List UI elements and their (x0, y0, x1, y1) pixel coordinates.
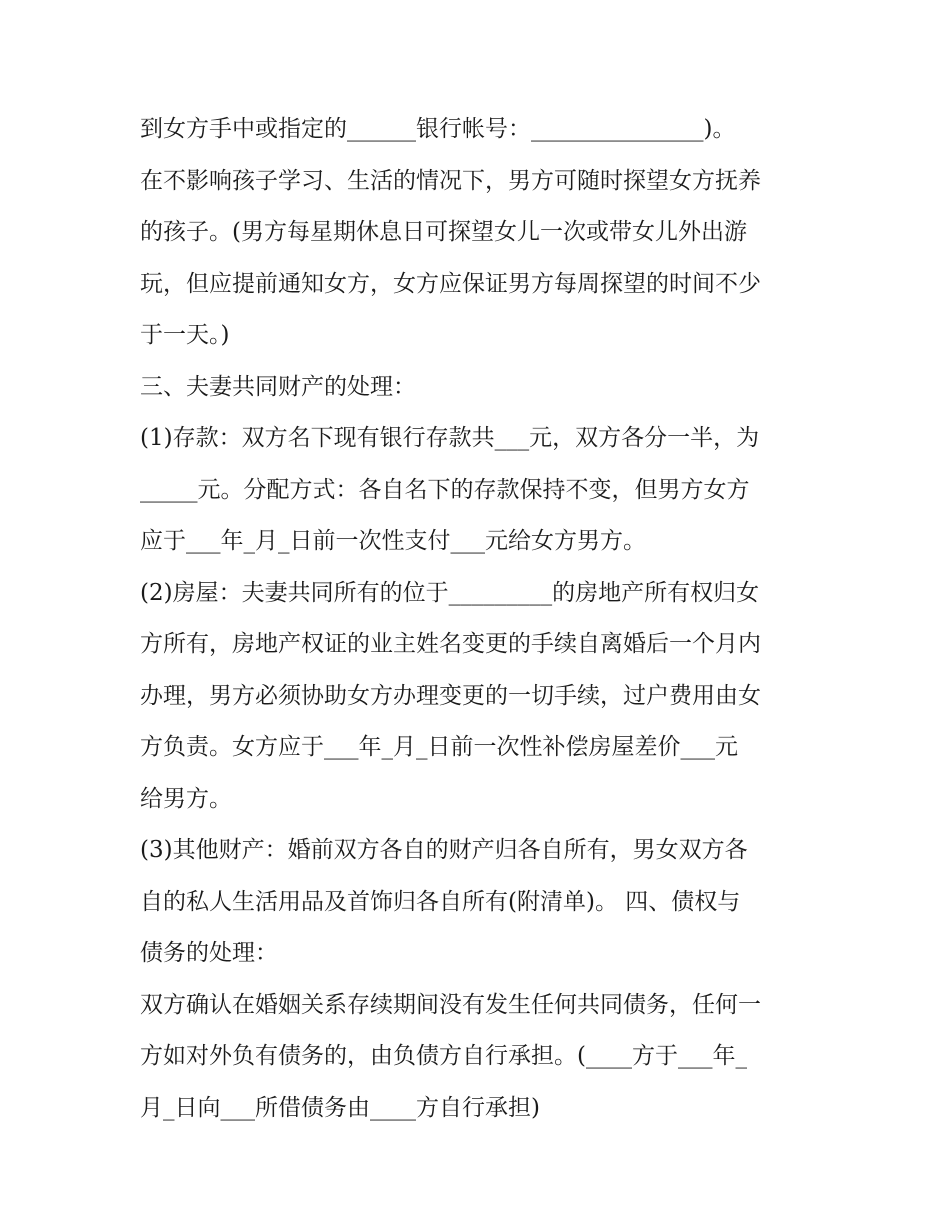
text-line: 玩，但应提前通知女方，女方应保证男方每周探望的时间不少 (140, 270, 761, 297)
text-line: 办理，男方必须协助女方办理变更的一切手续，过户费用由女 (140, 682, 761, 709)
text-line: _____元。分配方式：各自名下的存款保持不变，但男方女方 (140, 476, 750, 503)
text-line: (3)其他财产：婚前双方各自的财产归各自所有，男女双方各 (140, 837, 748, 863)
text-line: 自的私人生活用品及首饰归各自所有(附清单)。 四、债权与 (140, 888, 741, 915)
text-line: 应于___年_月_日前一次性支付___元给女方男方。 (140, 528, 646, 554)
text-line: 于一天。) (140, 322, 230, 348)
text-line: (1)存款：双方名下现有银行存款共___元，双方各分一半，为 (140, 425, 760, 451)
text-line: 月_日向___所借债务由____方自行承担) (140, 1094, 540, 1121)
document-body (140, 104, 820, 1134)
text-line: 方所有，房地产权证的业主姓名变更的手续自离婚后一个月内 (140, 631, 761, 657)
text-line: 债务的处理： (140, 940, 278, 966)
text-line: 到女方手中或指定的______银行帐号：_______________)。 (140, 116, 736, 142)
section-heading: 三、夫妻共同财产的处理： (140, 373, 416, 400)
text-line: 方如对外负有债务的，由负债方自行承担。(____方于___年_ (140, 1043, 747, 1069)
text-line: (2)房屋：夫妻共同所有的位于_________的房地产所有权归女 (140, 579, 760, 606)
text-line: 在不影响孩子学习、生活的情况下，男方可随时探望女方抚养 (140, 167, 761, 194)
text-line: 给男方。 (140, 785, 232, 812)
text-line: 的孩子。(男方每星期休息日可探望女儿一次或带女儿外出游 (140, 219, 747, 245)
text-line: 双方确认在婚姻关系存续期间没有发生任何共同债务，任何一 (140, 991, 761, 1018)
text-line: 方负责。女方应于___年_月_日前一次性补偿房屋差价___元 (140, 734, 738, 760)
